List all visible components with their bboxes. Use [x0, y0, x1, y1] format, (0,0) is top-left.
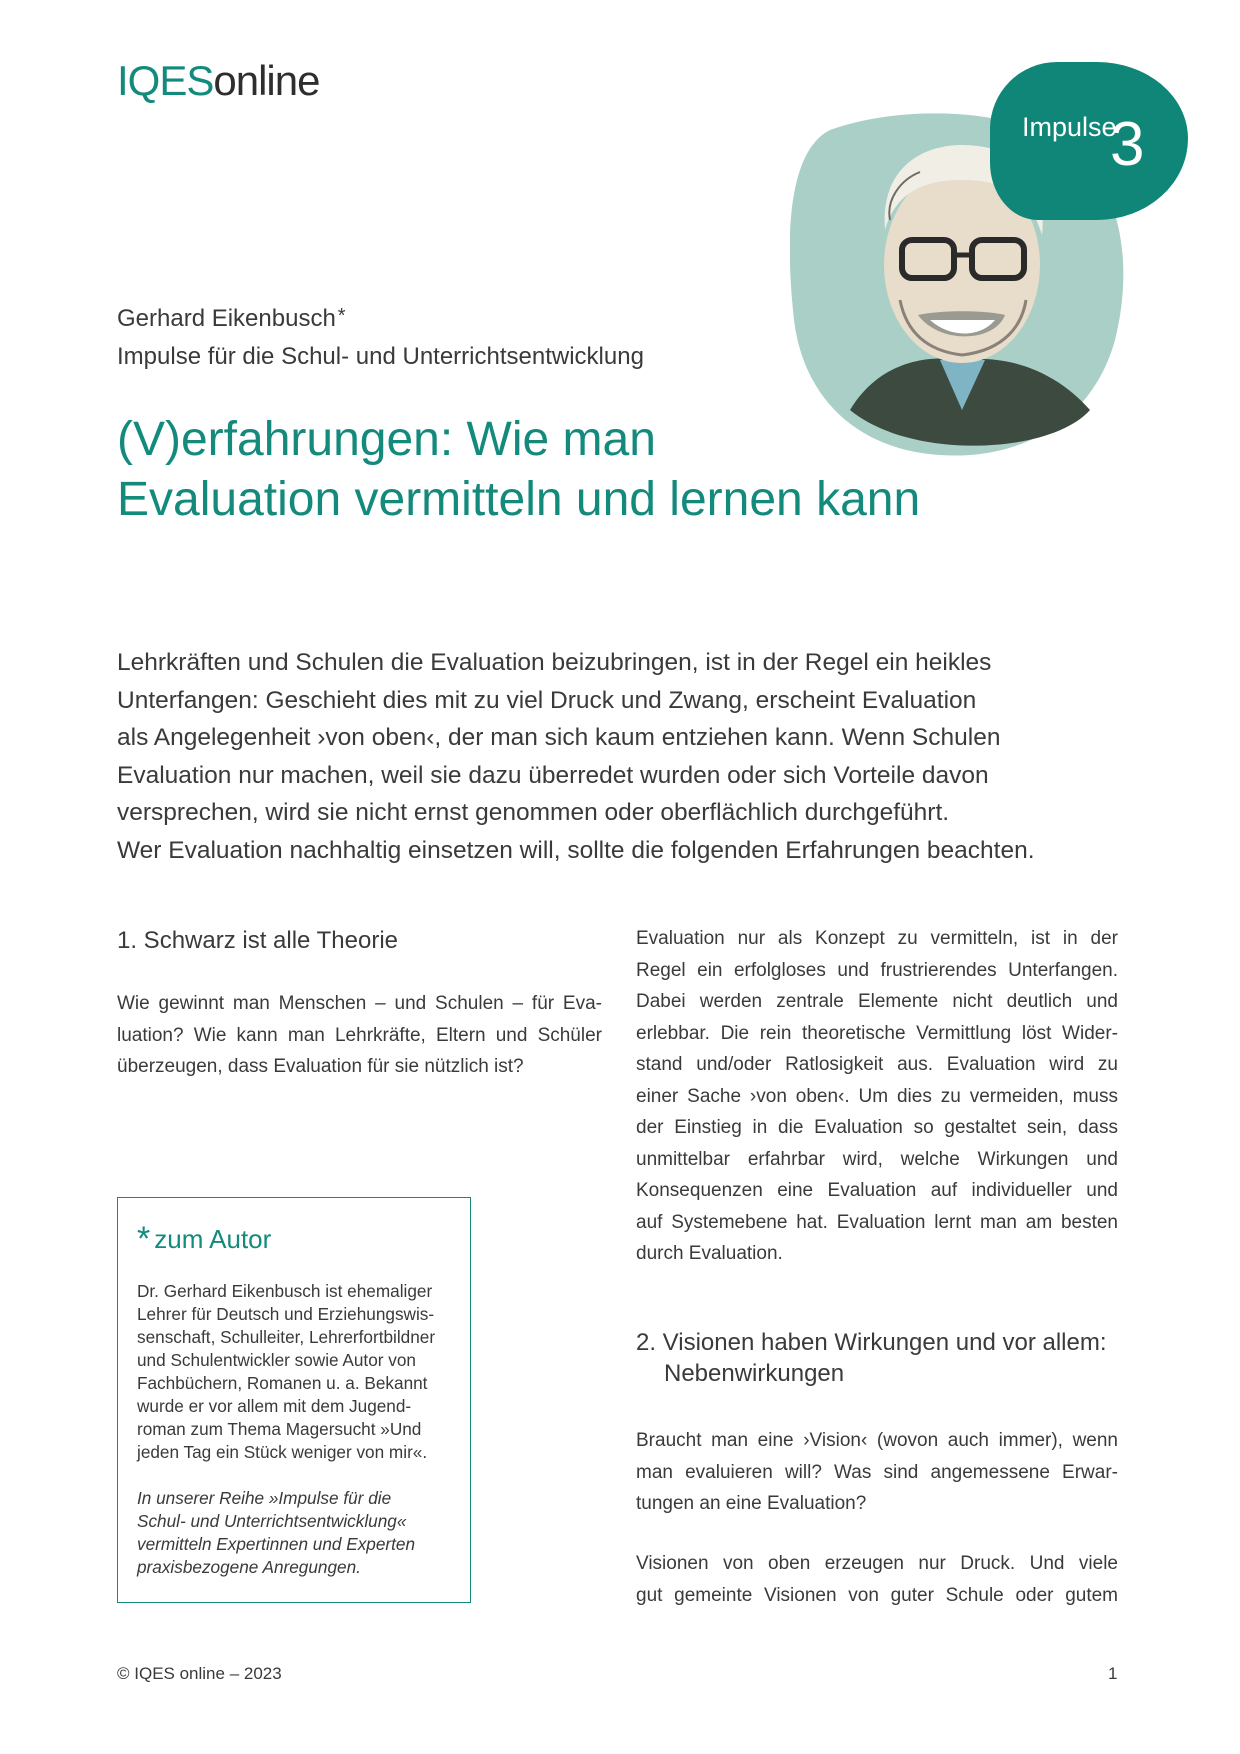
title-line: (V)erfahrungen: Wie man: [117, 413, 656, 466]
author-footnote-marker: *: [337, 305, 346, 327]
text-line: Braucht man eine ›Vision‹ (wovon auch immer), wenn: [636, 1430, 1118, 1451]
logo-online: online: [213, 57, 320, 104]
text-line: man evaluieren will? Was sind angemessene Erwar-: [636, 1461, 1118, 1483]
bio-line: Fachbüchern, Romanen u. a. Bekannt: [137, 1373, 428, 1393]
text-line: erlebbar. Die rein theoretische Vermittlung löst Wider-: [636, 1022, 1118, 1044]
text-line: einer Sache ›von oben‹. Um dies zu vermeiden, muss: [636, 1085, 1118, 1107]
text-line: Dabei werden zentrale Elemente nicht deutlich und: [636, 991, 1118, 1012]
author-box-title: zum Autor: [154, 1224, 272, 1254]
text-line: gut gemeinte Visionen von guter Schule oder gutem: [636, 1584, 1118, 1606]
text-line: durch Evaluation.: [636, 1243, 783, 1264]
text-line: stand und/oder Ratlosigkeit aus. Evaluation wird zu: [636, 1054, 1118, 1075]
lead-line: als Angelegenheit ›von oben‹, der man sich kaum entziehen kann. Wenn Schulen: [117, 724, 1001, 751]
text-line: Evaluation nur als Konzept zu vermitteln, ist in der: [636, 928, 1118, 949]
lead-line: Lehrkräften und Schulen die Evaluation beizubringen, ist in der Regel ein heikles: [117, 649, 992, 676]
note-line: vermitteln Expertinnen und Experten: [137, 1534, 416, 1554]
author-box-text: [137, 1280, 452, 1579]
heading-line: 2. Visionen haben Wirkungen und vor allem:: [636, 1329, 1107, 1356]
text-line: überzeugen, dass Evaluation für sie nützlich ist?: [117, 1056, 524, 1077]
iqes-logo: [117, 57, 320, 104]
section-2-body: [636, 1548, 1118, 1611]
badge-number: 3: [1110, 110, 1145, 179]
lead-line: Wer Evaluation nachhaltig einsetzen will, sollte die folgenden Erfahrungen beachten.: [117, 836, 1035, 864]
text-line: unmittelbar erfahrbar wird, welche Wirkungen und: [636, 1148, 1118, 1170]
badge-label: Impulse: [1022, 112, 1117, 142]
note-line: In unserer Reihe »Impulse für die: [137, 1488, 392, 1508]
bio-line: wurde er vor allem mit dem Jugend-: [137, 1396, 412, 1416]
author-box-heading: [137, 1220, 271, 1259]
author-line: [117, 305, 346, 333]
bio-line: Lehrer für Deutsch und Erziehungswis-: [137, 1304, 435, 1324]
text-line: Visionen von oben erzeugen nur Druck. Und viele: [636, 1553, 1118, 1574]
section-2-intro: [636, 1425, 1118, 1520]
page-title: [117, 410, 1017, 530]
text-line: Regel ein erfolgloses und frustrierendes Unterfangen.: [636, 959, 1118, 981]
lead-line: Evaluation nur machen, weil sie dazu überredet wurden oder sich Vorteile davon: [117, 761, 989, 789]
note-line: Schul- und Unterrichtsentwicklung«: [137, 1511, 407, 1531]
section-1-body: [636, 923, 1118, 1270]
text-line: der Einstieg in die Evaluation so gestaltet sein, dass: [636, 1117, 1118, 1138]
text-line: luation? Wie kann man Lehrkräfte, Eltern und Schüler: [117, 1024, 602, 1046]
section-1-heading: 1. Schwarz ist alle Theorie: [117, 927, 399, 954]
bio-line: Dr. Gerhard Eikenbusch ist ehemaliger: [137, 1281, 433, 1301]
bio-line: senschaft, Schulleiter, Lehrerfortbildner: [137, 1327, 436, 1347]
lead-line: Unterfangen: Geschieht dies mit zu viel Druck und Zwang, erscheint Evaluation: [117, 686, 977, 714]
text-line: Wie gewinnt man Menschen – und Schulen – für Eva-: [117, 993, 602, 1014]
logo-iqes: IQES: [117, 57, 214, 104]
asterisk-marker: *: [137, 1220, 151, 1258]
bio-line: und Schulentwickler sowie Autor von: [137, 1350, 416, 1370]
series-line: Impulse für die Schul- und Unterrichtsentwicklung: [117, 343, 644, 370]
author-name: Gerhard Eikenbusch: [117, 305, 336, 332]
lead-line: versprechen, wird sie nicht ernst genommen oder oberflächlich durchgeführt.: [117, 799, 950, 826]
note-line: praxisbezogene Anregungen.: [137, 1557, 361, 1577]
section-2-heading: [636, 1327, 1107, 1389]
lead-paragraph: [117, 644, 1077, 869]
title-line: Evaluation vermitteln und lernen kann: [117, 473, 921, 526]
bio-line: roman zum Thema Magersucht »Und: [137, 1419, 422, 1439]
text-line: Konsequenzen eine Evaluation auf individueller und: [636, 1180, 1118, 1201]
page-number: 1: [1108, 1664, 1118, 1683]
footer-copyright: © IQES online – 2023: [117, 1664, 282, 1683]
bio-line: jeden Tag ein Stück weniger von mir«.: [137, 1442, 428, 1462]
text-line: tungen an eine Evaluation?: [636, 1493, 867, 1514]
heading-line: Nebenwirkungen: [664, 1360, 845, 1387]
text-line: auf Systemebene hat. Evaluation lernt man am besten: [636, 1211, 1118, 1233]
section-1-intro: [117, 988, 602, 1083]
